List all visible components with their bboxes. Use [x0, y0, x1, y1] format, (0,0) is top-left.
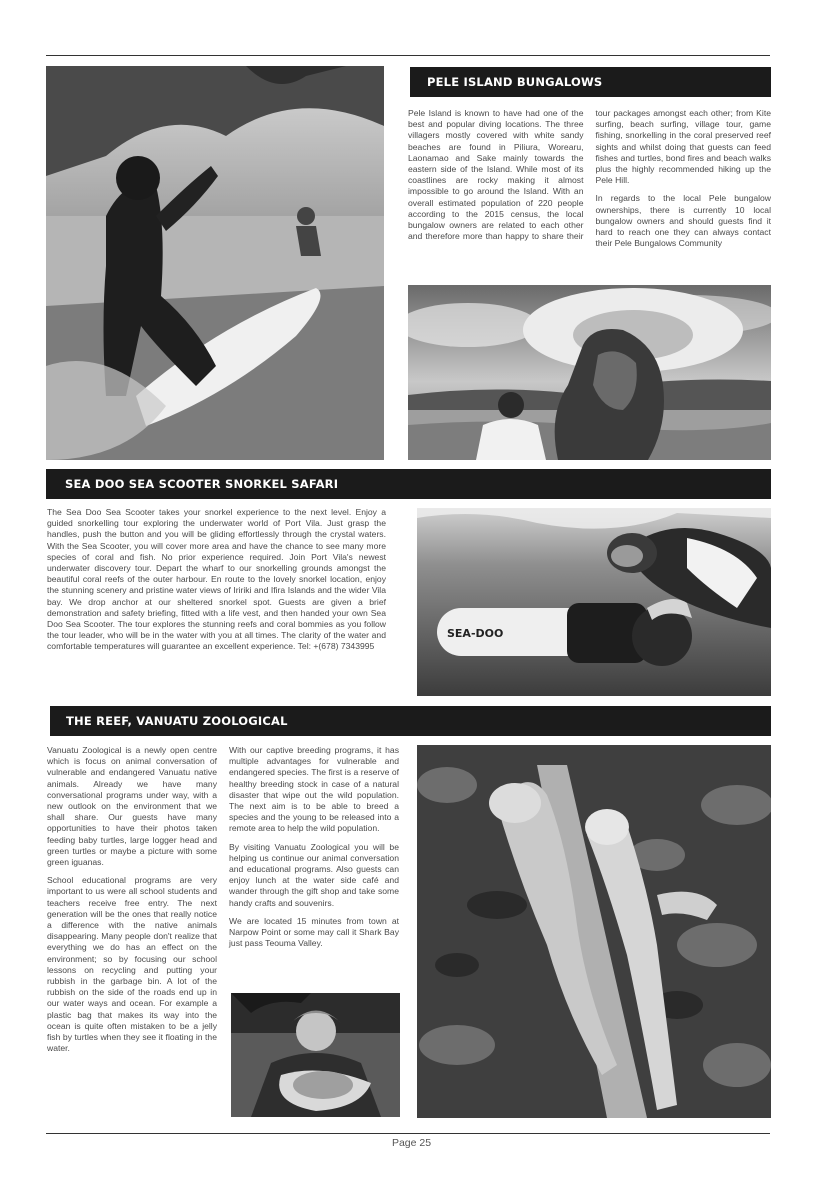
- seadoo-heading-text: SEA DOO SEA SCOOTER SNORKEL SAFARI: [65, 477, 339, 491]
- pele-boat-photo: [408, 285, 771, 460]
- pele-heading: [410, 67, 771, 97]
- surfing-photo: [46, 66, 384, 460]
- pele-heading-text: PELE ISLAND BUNGALOWS: [427, 75, 603, 89]
- seadoo-heading: [46, 469, 771, 499]
- page-number: Page 25: [391, 1137, 432, 1149]
- reef-column-2: [229, 745, 399, 949]
- reef-paragraph: We are located 15 minutes from town at Narpow Point or some may call it Shark Bay just pass Teouma Valley.: [229, 915, 399, 949]
- pele-body: [408, 108, 771, 276]
- bottom-rule: [46, 1133, 770, 1134]
- scooter-brand-label: SEA-DOO: [447, 627, 504, 640]
- reef-paragraph: Vanuatu Zoological is a newly open centre which is focus on animal conversation of vulnerable and endangered Vanuatu native animals. Already we have many conversational programs under way, with a new outlook on the environment that we shall share. Our guests have many opportunities to have their photos taken feeding baby turtles, large logger head and green turtles or maybe a picture with some green iguanas.: [47, 745, 217, 868]
- pele-paragraph: In regards to the local Pele bungalow ownerships, there is currently 10 local bungalow owners and should guests find it hard to reach one they can always contact their Pele Bungalows Community: [595, 193, 771, 249]
- turtle-feeding-photo: [231, 993, 400, 1117]
- reef-paragraph: School educational programs are very important to us were all school students and teachers receive free entry. The next generation will be the ones that really notice a difference with the native animals disappearing. Many people don't realize that everything we do has an effect on the environment; so by focusing our school lessons on recycling and putting your rubbish in the garbage bin. A lot of the rubbish on the side of the roads end up in our water ways and ocean. For example a plastic bag that makes its way into the ocean is quite often mistaken to be a jelly fish by turtles when they see it floating in the water.: [47, 875, 217, 1054]
- reef-paragraph: With our captive breeding programs, it has multiple advantages for vulnerable and endangered species. The first is a reserve of healthy breeding stock in case of a natural disaster that wipe out the wild population. The next aim is to be able to breed a species and the young to be released into a remote area to help the wild population.: [229, 745, 399, 834]
- top-rule: [46, 55, 770, 56]
- reef-column-1: [47, 745, 217, 1054]
- pele-paragraph: Pele Island is known to have had one of the best and popular diving locations. The three villagers mostly covered with white sandy beaches are found in Piliura, Worearu, Laonamao and Sake mainly towards the eastern side of the Island. While most of its coastlines are rocky making it almost impossible to go around the Island. With an overall estimated population of 220 people according to the 2015 census, the local bungalow owners are related to each other and therefore more than happy to share their tour packages amongst each other; from Kite surfing, beach surfing, village tour, game fishing, snorkelling in the coral preserved reef sights and whilst doing that guests can feed fishes and turtles, bond fires and beach walks plus the highly recommended hiking up the Pele Hill.: [408, 108, 771, 242]
- iguana-photo: [417, 745, 771, 1118]
- reef-heading: [50, 706, 771, 736]
- sea-scooter-photo: [417, 508, 771, 696]
- seadoo-body: [47, 507, 386, 653]
- seadoo-paragraph: The Sea Doo Sea Scooter takes your snorkel experience to the next level. Enjoy a guided snorkelling tour exploring the underwater world of Port Vila. Just grasp the handles, push the button and you will be gliding effortlessly through the crystal waters. With the Sea Scooter, you will cover more area and have the chance to see many more species of coral and fish. No prior experience required. Join Port Vila's newest underwater discovery tour. Depart the wharf to our snorkelling grounds amongst the beautiful coral reefs of the outer harbour. En route to the lovely snorkel location, enjoy the stunning scenery and pristine water views of Iririki and Ifira Islands and the wider Vila bay. We drop anchor at our sheltered snorkel spot. Guests are given a brief demonstration and safety briefing, fitted with a life vest, and then handed your own Sea Doo Sea Scooter. The tour explores the stunning reefs and coral bommies as you follow the tour leader, who will be in the water with you at all times. The clarity of the water and comfortable temperatures will guarantee an excellent experience. Tel: +(678) 7343995: [47, 507, 386, 652]
- reef-heading-text: THE REEF, VANUATU ZOOLOGICAL: [66, 714, 288, 728]
- reef-paragraph: By visiting Vanuatu Zoological you will be helping us continue our animal conversation and educational programs. Also guests can enjoy lunch at the water side café and wander through the gift shop and take some handy crafts and souvenirs.: [229, 841, 399, 908]
